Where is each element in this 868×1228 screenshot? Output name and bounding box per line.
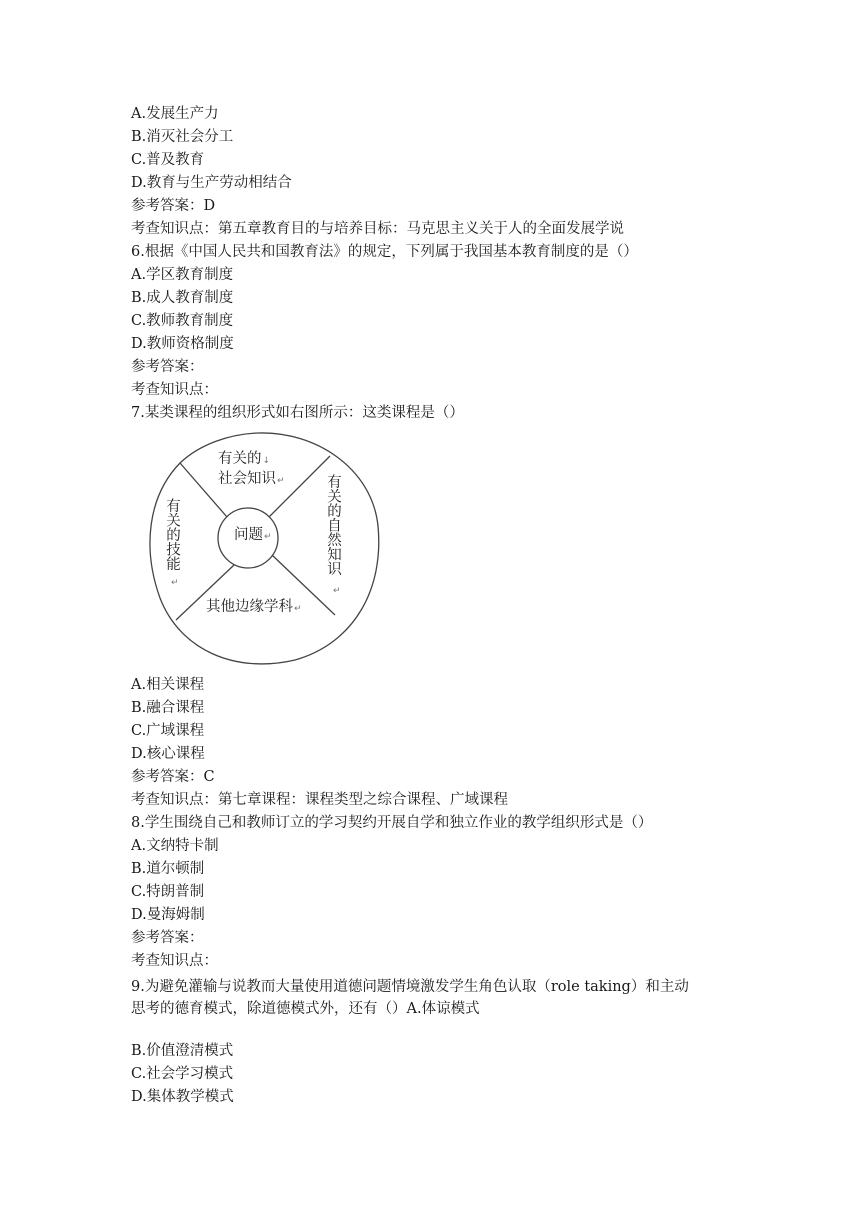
label-social-knowledge-line2: 社会知识↵	[218, 471, 285, 487]
paragraph-mark-icon: ↵	[333, 586, 341, 596]
q7-knowledge: 考查知识点：第七章课程：课程类型之综合课程、广域课程	[131, 792, 508, 808]
q7-option-a: A.相关课程	[131, 677, 205, 693]
label-social-knowledge-line1: 有关的↓	[218, 451, 271, 467]
q6-knowledge: 考查知识点：	[131, 382, 218, 398]
q7-option-b: B.融合课程	[131, 700, 205, 716]
q8-option-d: D.曼海姆制	[131, 907, 205, 923]
q7-option-c: C.广域课程	[131, 723, 205, 739]
q5-option-d: D.教育与生产劳动相结合	[131, 175, 292, 191]
q5-option-a: A.发展生产力	[131, 106, 219, 122]
paragraph-mark-icon: ↵	[171, 578, 179, 588]
label-skills: 有关的技能	[164, 498, 180, 571]
q5-knowledge: 考查知识点：第五章教育目的与培养目标：马克思主义关于人的全面发展学说	[131, 221, 624, 237]
curriculum-diagram	[140, 428, 390, 678]
q8-option-a: A.文纳特卡制	[131, 838, 219, 854]
q6-option-a: A.学区教育制度	[131, 267, 234, 283]
q8-knowledge: 考查知识点：	[131, 953, 218, 969]
q5-answer: 参考答案：D	[131, 198, 216, 214]
q5-option-b: B.消灭社会分工	[131, 129, 234, 145]
q7-answer: 参考答案：C	[131, 769, 215, 785]
label-natural-knowledge: 有关的自然知识	[325, 474, 341, 576]
label-marginal-subjects: 其他边缘学科↵	[206, 599, 302, 615]
q6-option-c: C.教师教育制度	[131, 313, 234, 329]
q6-option-b: B.成人教育制度	[131, 290, 234, 306]
q8-option-b: B.道尔顿制	[131, 861, 205, 877]
q7-option-d: D.核心课程	[131, 746, 205, 762]
q6-answer: 参考答案：	[131, 359, 204, 375]
q9-stem-line2: 思考的德育模式，除道德模式外，还有（）A.体谅模式	[131, 1001, 480, 1017]
q9-stem-line1: 9.为避免灌输与说教而大量使用道德问题情境激发学生角色认取（role taking）和主动	[131, 979, 689, 995]
q9-option-b: B.价值澄清模式	[131, 1043, 234, 1059]
label-problem: 问题↵	[234, 527, 272, 543]
q7-stem: 7.某类课程的组织形式如右图所示：这类课程是（）	[131, 405, 464, 421]
q8-answer: 参考答案：	[131, 930, 204, 946]
q6-option-d: D.教师资格制度	[131, 336, 234, 352]
q9-option-d: D.集体教学模式	[131, 1089, 234, 1105]
q8-stem: 8.学生围绕自己和教师订立的学习契约开展自学和独立作业的教学组织形式是（）	[131, 815, 653, 831]
q9-option-c: C.社会学习模式	[131, 1066, 234, 1082]
q6-stem: 6.根据《中国人民共和国教育法》的规定，下列属于我国基本教育制度的是（）	[131, 244, 638, 260]
q8-option-c: C.特朗普制	[131, 884, 205, 900]
q5-option-c: C.普及教育	[131, 152, 205, 168]
